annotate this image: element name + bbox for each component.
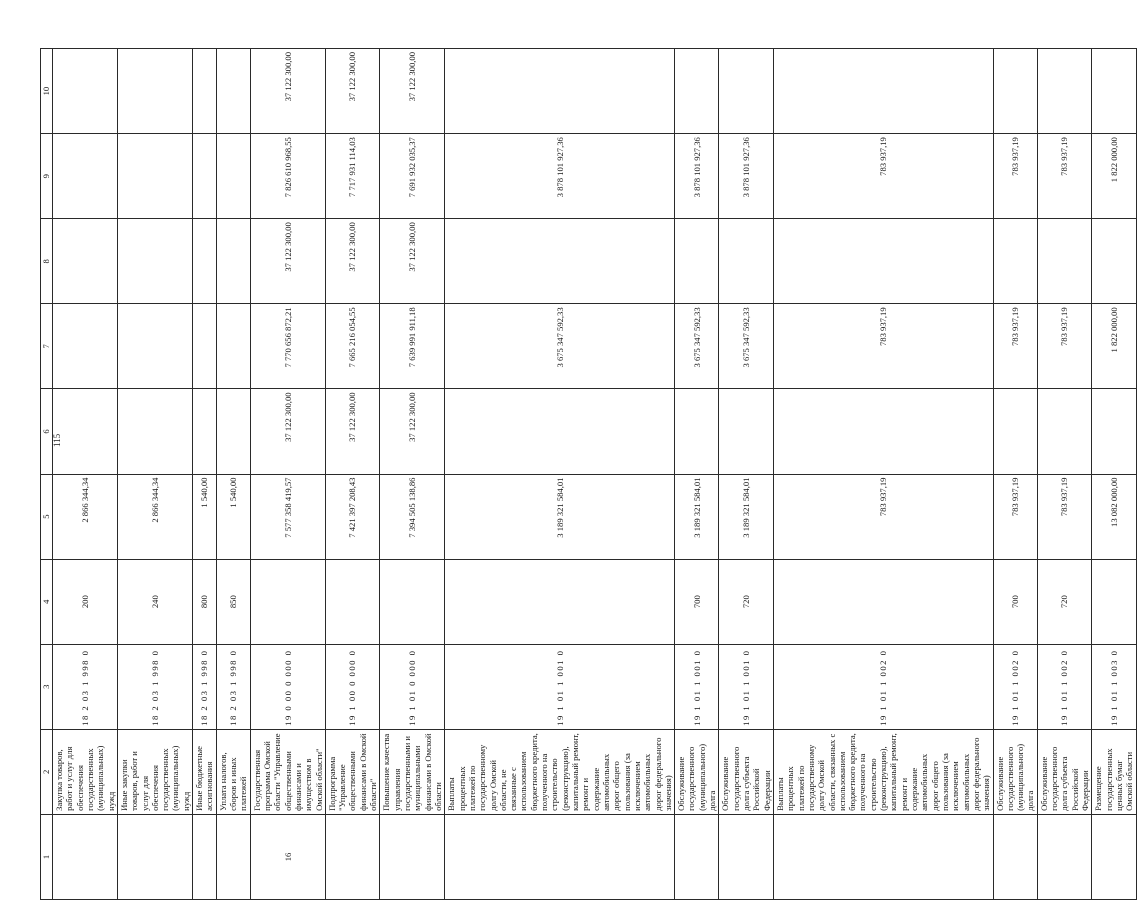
amount-cell [53, 219, 118, 304]
amount-cell: 3 189 321 584,01 [719, 474, 774, 559]
amount-cell [445, 49, 675, 134]
amount-cell: 3 675 347 592,33 [675, 304, 719, 389]
amount-cell: 1 822 000,00 [1092, 304, 1136, 389]
amount-cell [675, 219, 719, 304]
amount-cell: 37 122 300,00 [380, 389, 445, 474]
table-row [993, 49, 1037, 900]
amount-cell [675, 389, 719, 474]
expense-type-code [325, 559, 380, 644]
amount-cell [1037, 49, 1092, 134]
amount-cell [53, 389, 118, 474]
target-article-code: 18 2 03 1 998 0 [193, 644, 217, 729]
expense-type-code [380, 559, 445, 644]
target-article-code: 19 1 01 1 002 0 [1037, 644, 1092, 729]
table-row [675, 49, 719, 900]
amount-cell [53, 134, 118, 219]
amount-cell [53, 304, 118, 389]
row-name: Иные закупки товаров, работ и услуг для обеспечения государственных (муниципальных) нужд [117, 729, 192, 814]
row-name: Повышение качества управления государственными и муниципальными финансами в Омской области [380, 729, 445, 814]
row-number [1037, 814, 1092, 899]
amount-cell [216, 219, 250, 304]
header-cell: 9 [41, 134, 53, 219]
expense-type-code [445, 559, 675, 644]
table-row [117, 49, 192, 900]
amount-cell [193, 134, 217, 219]
row-name: Выплаты процентных платежей по государственному долгу Омской области, не связанные с использованием бюджетного кредита, полученного на строительство (реконструкцию), капитальный ремонт, ремонт и содержание автомобильных дорог общего пользования (за исключением автомобильных дорог федерального значения) [445, 729, 675, 814]
header-cell: 1 [41, 814, 53, 899]
row-number [325, 814, 380, 899]
amount-cell [193, 304, 217, 389]
amount-cell: 3 878 101 927,36 [445, 134, 675, 219]
target-article-code: 19 1 00 0 000 0 [325, 644, 380, 729]
amount-cell [675, 49, 719, 134]
row-number [675, 814, 719, 899]
table-row [216, 49, 250, 900]
row-number [719, 814, 774, 899]
expense-type-code: 850 [216, 559, 250, 644]
row-name: Обслуживание государственного долга субъекта Российской Федерации [1037, 729, 1092, 814]
expense-type-code: 800 [193, 559, 217, 644]
amount-cell: 783 937,19 [993, 304, 1037, 389]
amount-cell [216, 134, 250, 219]
row-name: Иные бюджетные ассигнования [193, 729, 217, 814]
row-number [773, 814, 993, 899]
target-article-code: 19 1 01 1 001 0 [675, 644, 719, 729]
header-cell: 3 [41, 644, 53, 729]
amount-cell: 7 826 610 968,55 [250, 134, 325, 219]
amount-cell: 3 189 321 584,01 [445, 474, 675, 559]
row-name: Уплата налогов, сборов и иных платежей [216, 729, 250, 814]
amount-cell: 37 122 300,00 [250, 49, 325, 134]
target-article-code: 19 1 01 1 003 0 [1092, 644, 1136, 729]
row-number [117, 814, 192, 899]
amount-cell: 2 866 344,34 [53, 474, 118, 559]
amount-cell: 3 878 101 927,36 [719, 134, 774, 219]
expense-type-code [1092, 559, 1136, 644]
header-cell: 8 [41, 219, 53, 304]
row-name: Обслуживание государственного (муниципального) долга [675, 729, 719, 814]
amount-cell: 783 937,19 [993, 134, 1037, 219]
amount-cell: 783 937,19 [1037, 304, 1092, 389]
amount-cell: 783 937,19 [1037, 134, 1092, 219]
amount-cell: 2 866 344,34 [117, 474, 192, 559]
amount-cell: 783 937,19 [773, 304, 993, 389]
row-number [193, 814, 217, 899]
amount-cell: 7 770 656 872,21 [250, 304, 325, 389]
row-name: Подпрограмма "Управление общественными финансами в Омской области" [325, 729, 380, 814]
header-cell: 10 [41, 49, 53, 134]
row-name: Закупка товаров, работ и услуг для обеспечения государственных (муниципальных) нужд [53, 729, 118, 814]
row-name: Обслуживание государственного (муниципального) долга [993, 729, 1037, 814]
amount-cell: 37 122 300,00 [380, 49, 445, 134]
rotated-page [40, 40, 1135, 900]
amount-cell [445, 389, 675, 474]
amount-cell [1092, 219, 1136, 304]
header-cell: 5 [41, 474, 53, 559]
target-article-code: 19 1 01 1 002 0 [773, 644, 993, 729]
amount-cell [719, 389, 774, 474]
amount-cell [117, 389, 192, 474]
row-number [445, 814, 675, 899]
amount-cell [216, 389, 250, 474]
target-article-code: 18 2 03 1 998 0 [117, 644, 192, 729]
table-row [445, 49, 675, 900]
amount-cell: 7 394 505 138,86 [380, 474, 445, 559]
amount-cell: 37 122 300,00 [325, 389, 380, 474]
amount-cell: 783 937,19 [1037, 474, 1092, 559]
row-number: 16 [250, 814, 325, 899]
amount-cell: 3 675 347 592,33 [719, 304, 774, 389]
amount-cell [193, 49, 217, 134]
amount-cell: 37 122 300,00 [325, 49, 380, 134]
amount-cell: 1 822 000,00 [1092, 134, 1136, 219]
row-number [216, 814, 250, 899]
amount-cell [719, 49, 774, 134]
target-article-code: 19 1 01 1 002 0 [993, 644, 1037, 729]
budget-table [40, 48, 1137, 900]
amount-cell [993, 389, 1037, 474]
amount-cell: 37 122 300,00 [380, 219, 445, 304]
amount-cell: 783 937,19 [993, 474, 1037, 559]
expense-type-code: 200 [53, 559, 118, 644]
header-cell: 4 [41, 559, 53, 644]
amount-cell [117, 304, 192, 389]
amount-cell [993, 49, 1037, 134]
amount-cell [117, 134, 192, 219]
row-name: Обслуживание государственного долга субъекта Российской Федерации [719, 729, 774, 814]
row-number [53, 814, 118, 899]
amount-cell [993, 219, 1037, 304]
amount-cell: 37 122 300,00 [250, 389, 325, 474]
header-cell: 2 [41, 729, 53, 814]
expense-type-code: 720 [719, 559, 774, 644]
amount-cell: 3 878 101 927,36 [675, 134, 719, 219]
amount-cell: 1 540,00 [193, 474, 217, 559]
amount-cell [193, 389, 217, 474]
amount-cell: 37 122 300,00 [250, 219, 325, 304]
table-row [53, 49, 118, 900]
row-number [993, 814, 1037, 899]
target-article-code: 18 2 03 1 998 0 [216, 644, 250, 729]
amount-cell [216, 49, 250, 134]
amount-cell: 3 675 347 592,33 [445, 304, 675, 389]
amount-cell [216, 304, 250, 389]
target-article-code: 19 1 01 1 001 0 [719, 644, 774, 729]
row-number [1092, 814, 1136, 899]
target-article-code: 19 1 01 1 001 0 [445, 644, 675, 729]
amount-cell [719, 219, 774, 304]
amount-cell: 783 937,19 [773, 134, 993, 219]
table-row [380, 49, 445, 900]
amount-cell: 7 665 216 054,55 [325, 304, 380, 389]
table-body [53, 49, 1137, 900]
header-cell: 7 [41, 304, 53, 389]
row-number [380, 814, 445, 899]
amount-cell [193, 219, 217, 304]
amount-cell [773, 389, 993, 474]
amount-cell: 7 691 932 035,37 [380, 134, 445, 219]
table-row [773, 49, 993, 900]
header-row [41, 49, 53, 900]
amount-cell: 1 540,00 [216, 474, 250, 559]
target-article-code: 19 0 00 0 000 0 [250, 644, 325, 729]
table-row [1037, 49, 1092, 900]
page-number: 115 [52, 433, 62, 447]
amount-cell [773, 49, 993, 134]
table-row [325, 49, 380, 900]
amount-cell: 37 122 300,00 [325, 219, 380, 304]
amount-cell [117, 219, 192, 304]
table-row [1092, 49, 1136, 900]
amount-cell: 3 189 321 584,01 [675, 474, 719, 559]
amount-cell: 7 577 358 419,57 [250, 474, 325, 559]
amount-cell [117, 49, 192, 134]
expense-type-code: 240 [117, 559, 192, 644]
amount-cell [445, 219, 675, 304]
target-article-code: 19 1 01 0 000 0 [380, 644, 445, 729]
expense-type-code: 720 [1037, 559, 1092, 644]
amount-cell [773, 219, 993, 304]
table-row [719, 49, 774, 900]
target-article-code: 18 2 03 1 998 0 [53, 644, 118, 729]
expense-type-code [250, 559, 325, 644]
amount-cell [1037, 219, 1092, 304]
amount-cell [1092, 389, 1136, 474]
header-cell: 6 [41, 389, 53, 474]
amount-cell: 7 639 991 911,18 [380, 304, 445, 389]
amount-cell [53, 49, 118, 134]
table-row [250, 49, 325, 900]
row-name: Государственная программа Омской области "Управление общественными финансами и имуществом в Омской области" [250, 729, 325, 814]
row-name: Размещение государственных ценных бумаг Омской области [1092, 729, 1136, 814]
table-row [193, 49, 217, 900]
amount-cell [1037, 389, 1092, 474]
expense-type-code: 700 [993, 559, 1037, 644]
amount-cell: 7 421 397 208,43 [325, 474, 380, 559]
amount-cell: 783 937,19 [773, 474, 993, 559]
amount-cell: 13 082 000,00 [1092, 474, 1136, 559]
amount-cell: 7 717 931 114,03 [325, 134, 380, 219]
expense-type-code [773, 559, 993, 644]
amount-cell [1092, 49, 1136, 134]
expense-type-code: 700 [675, 559, 719, 644]
row-name: Выплаты процентных платежей по государственному долгу Омской области, связанных с использованием бюджетного кредита, полученного на строительство (реконструкцию), капитальный ремонт, ремонт и содержание автомобильных дорог общего пользования (за исключением автомобильных дорог федерального значения) [773, 729, 993, 814]
